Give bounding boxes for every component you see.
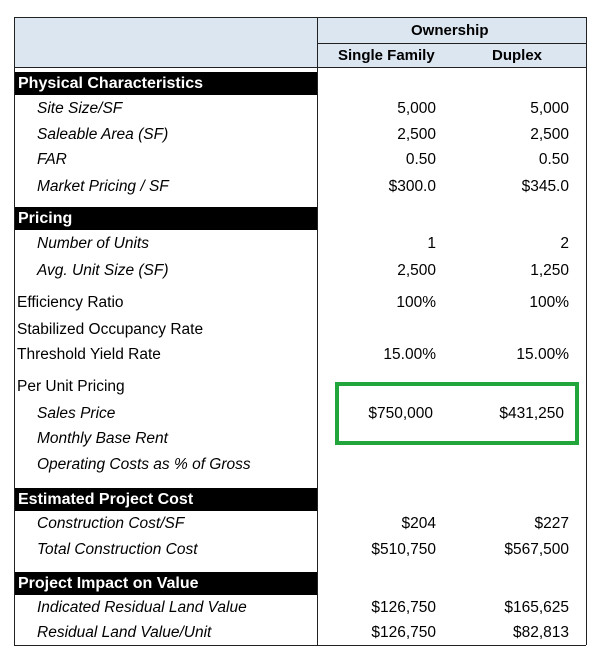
row-label-saleable-area: Saleable Area (SF) [37, 126, 169, 143]
header-divider [318, 43, 586, 44]
header-bottom-border [14, 67, 586, 68]
cell-total-constr-duplex: $567,500 [504, 541, 569, 558]
cell-sales-price-duplex: $431,250 [499, 405, 564, 422]
cell-efficiency-duplex: 100% [529, 294, 569, 311]
cell-saleable-duplex: 2,500 [530, 126, 569, 143]
row-label-monthly-base-rent: Monthly Base Rent [37, 430, 168, 447]
cell-residual-single: $126,750 [371, 599, 436, 616]
cell-residual-duplex: $165,625 [504, 599, 569, 616]
section-pricing: Pricing [15, 207, 317, 230]
cell-constr-sf-single: $204 [401, 515, 436, 532]
cell-units-single: 1 [427, 235, 436, 252]
sales-price-highlight-box [335, 382, 579, 445]
cell-constr-sf-duplex: $227 [534, 515, 569, 532]
cell-efficiency-single: 100% [396, 294, 436, 311]
row-label-residual-land-value: Indicated Residual Land Value [37, 599, 247, 616]
cell-market-duplex: $345.0 [521, 178, 569, 195]
cell-threshold-duplex: 15.00% [516, 346, 569, 363]
table-top-border [14, 17, 586, 18]
section-project-impact: Project Impact on Value [15, 572, 317, 595]
cell-total-constr-single: $510,750 [371, 541, 436, 558]
cell-avg-size-single: 2,500 [397, 262, 436, 279]
cell-units-duplex: 2 [560, 235, 569, 252]
cell-market-single: $300.0 [388, 178, 436, 195]
cell-far-duplex: 0.50 [538, 151, 569, 168]
cell-far-single: 0.50 [405, 151, 436, 168]
row-label-total-construction-cost: Total Construction Cost [37, 541, 198, 558]
row-label-market-pricing: Market Pricing / SF [37, 178, 169, 195]
cell-avg-size-duplex: 1,250 [530, 262, 569, 279]
column-header-duplex: Duplex [492, 47, 543, 64]
cell-sales-price-single: $750,000 [368, 405, 433, 422]
cell-residual-unit-duplex: $82,813 [512, 624, 569, 641]
section-physical-characteristics: Physical Characteristics [15, 72, 317, 95]
row-label-operating-costs: Operating Costs as % of Gross [37, 456, 251, 473]
table-right-border [586, 17, 587, 645]
row-label-far: FAR [37, 151, 67, 168]
row-label-per-unit-pricing: Per Unit Pricing [17, 378, 125, 395]
row-label-sales-price: Sales Price [37, 405, 116, 422]
row-label-occupancy: Stabilized Occupancy Rate [17, 321, 204, 338]
row-label-threshold-yield: Threshold Yield Rate [17, 346, 161, 363]
table-left-border [14, 17, 15, 645]
ownership-header: Ownership [411, 22, 489, 39]
row-label-site-size: Site Size/SF [37, 100, 123, 117]
section-estimated-project-cost: Estimated Project Cost [15, 488, 317, 511]
row-label-avg-unit-size: Avg. Unit Size (SF) [37, 262, 169, 279]
cell-residual-unit-single: $126,750 [371, 624, 436, 641]
table-bottom-border [14, 645, 586, 646]
cell-site-size-single: 5,000 [397, 100, 436, 117]
cell-site-size-duplex: 5,000 [530, 100, 569, 117]
cell-threshold-single: 15.00% [383, 346, 436, 363]
cell-saleable-single: 2,500 [397, 126, 436, 143]
row-label-construction-cost-sf: Construction Cost/SF [37, 515, 185, 532]
row-label-number-of-units: Number of Units [37, 235, 149, 252]
row-label-efficiency-ratio: Efficiency Ratio [17, 294, 124, 311]
label-column-border [317, 17, 318, 645]
column-header-single-family: Single Family [338, 47, 435, 64]
row-label-residual-per-unit: Residual Land Value/Unit [37, 624, 212, 641]
